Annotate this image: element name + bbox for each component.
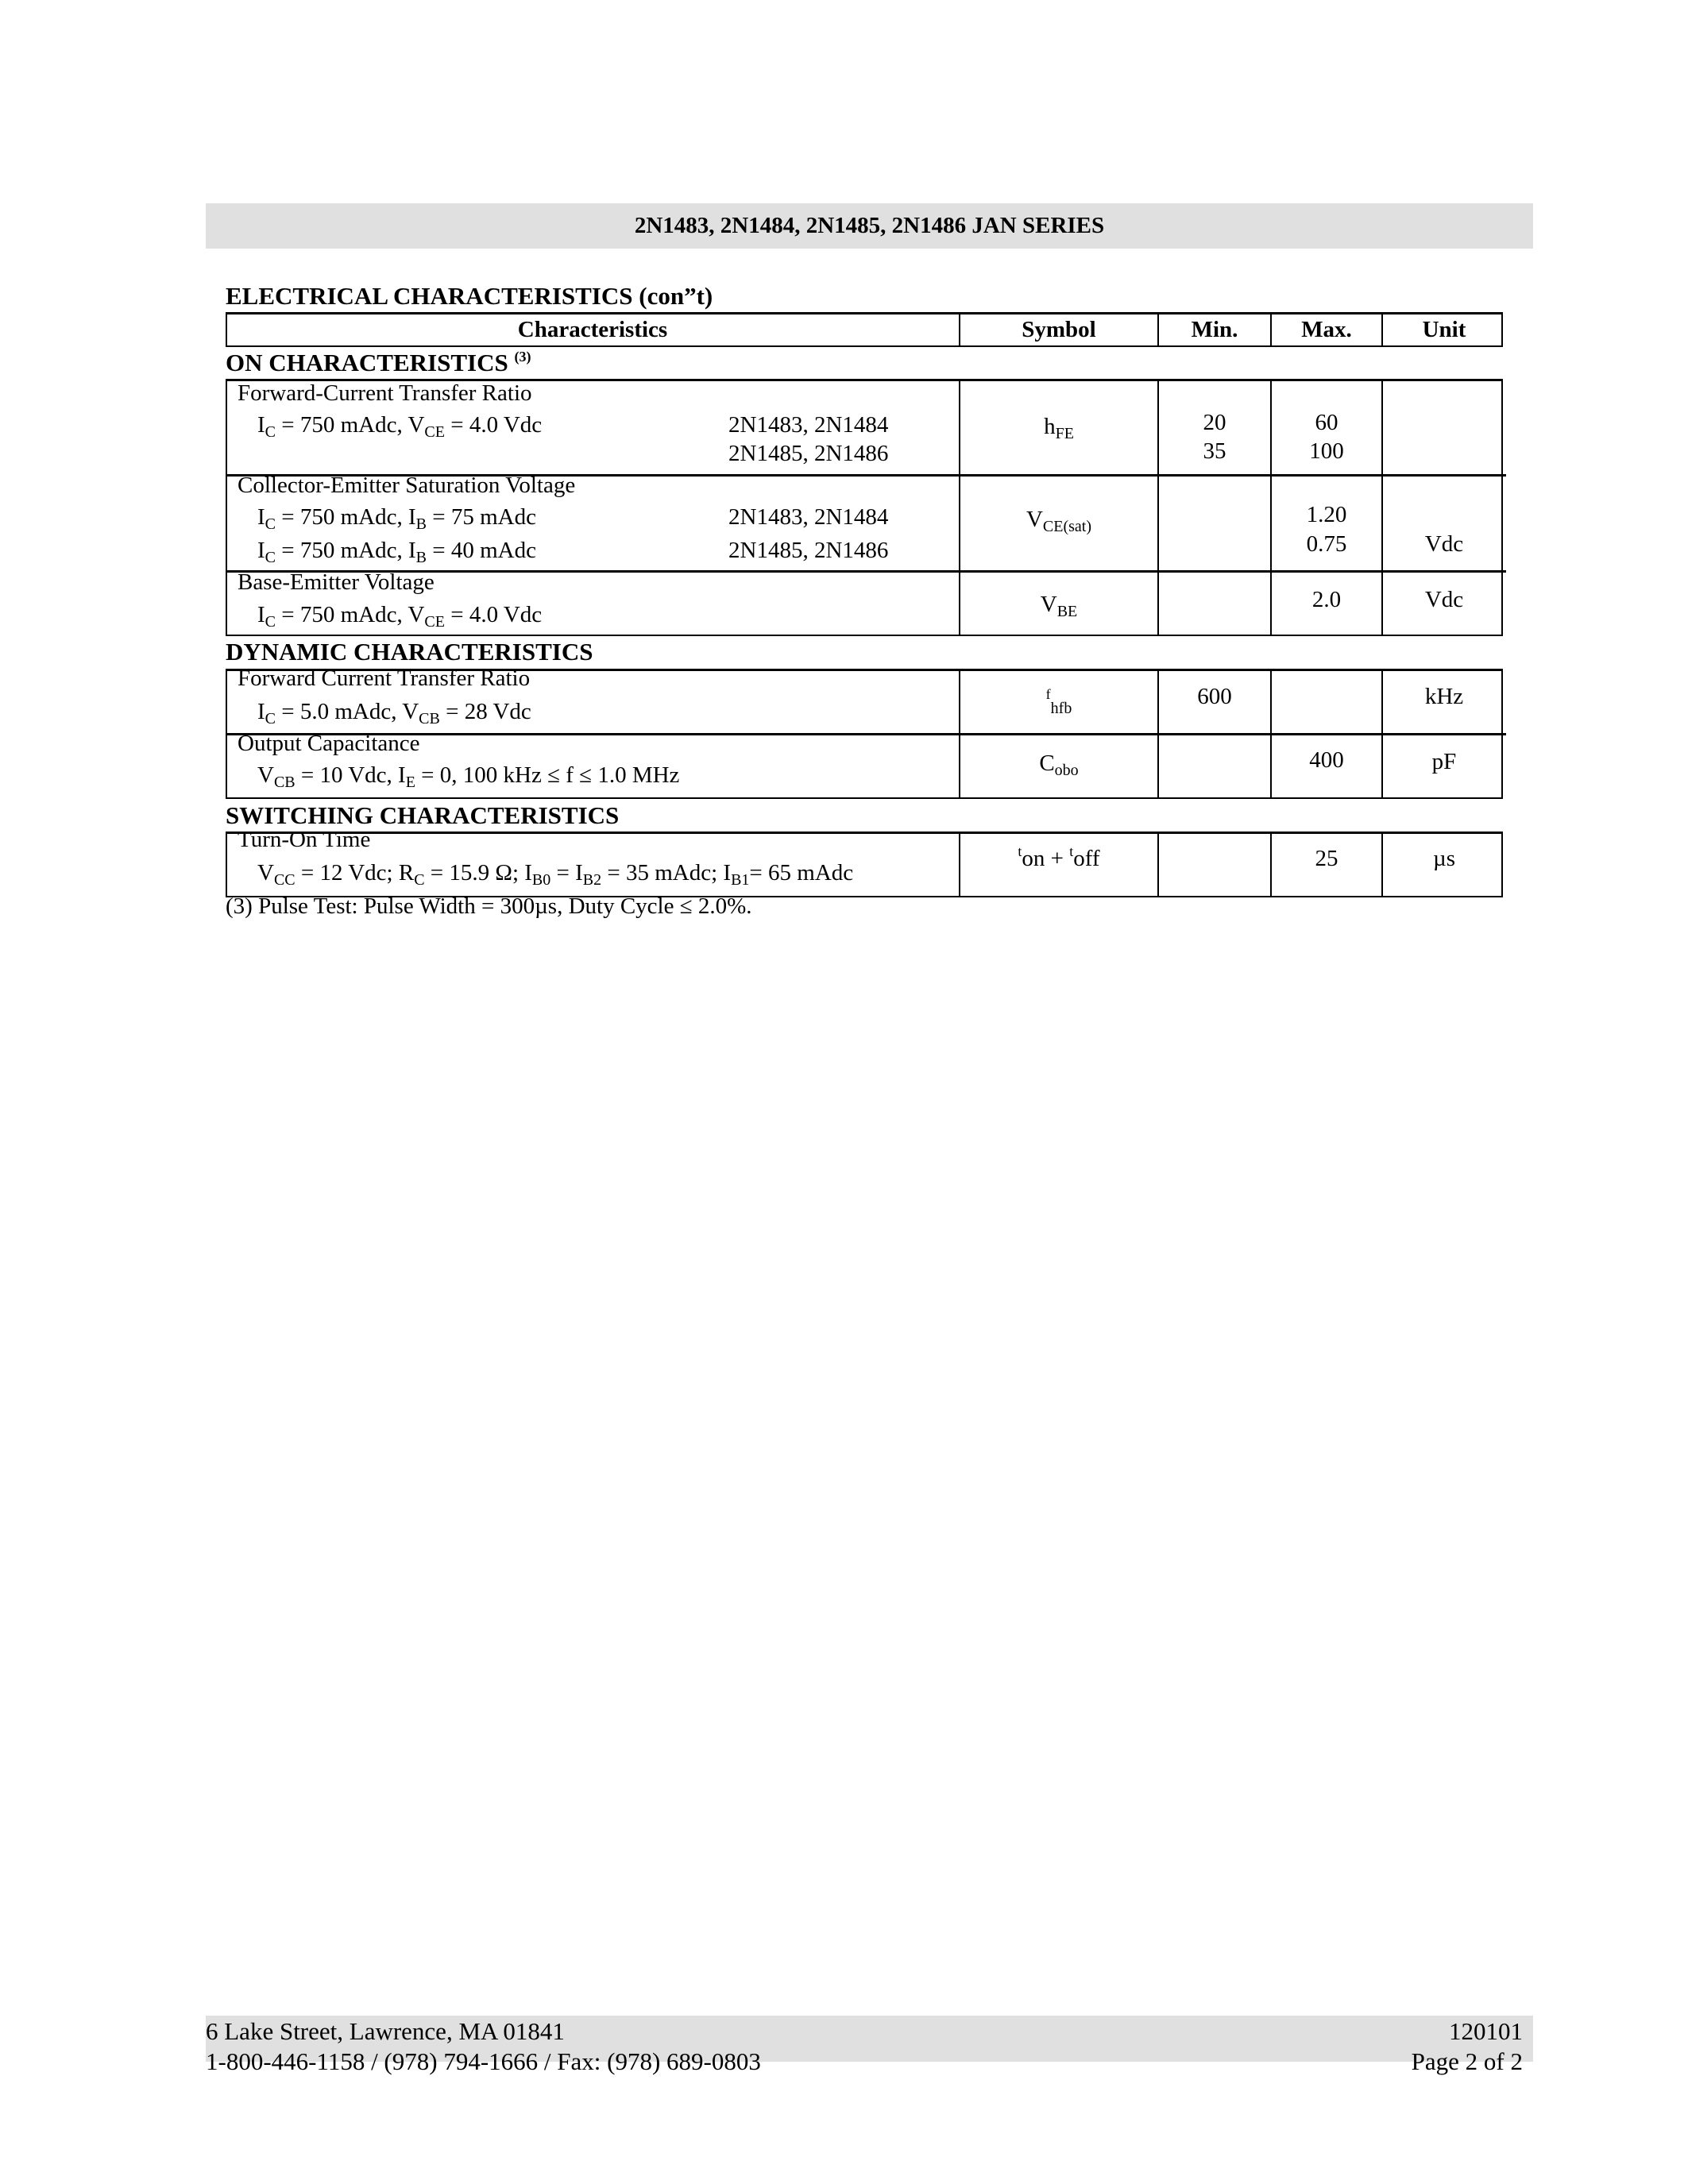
hfe-max-1: 60	[1315, 410, 1338, 435]
subscript: C	[265, 710, 276, 727]
dynamic-characteristics-heading: DYNAMIC CHARACTERISTICS	[226, 638, 593, 666]
subscript: CC	[273, 871, 295, 889]
subscript: B	[415, 515, 427, 533]
fhfb-symbol	[960, 688, 1158, 715]
switching-characteristics-heading: SWITCHING CHARACTERISTICS	[226, 801, 620, 829]
cobo-unit: pF	[1431, 749, 1457, 774]
text-run: V	[257, 860, 274, 886]
vbe-unit: Vdc	[1424, 587, 1464, 612]
subscript: C	[265, 423, 276, 441]
superscript: t	[1018, 843, 1022, 859]
vcesat-max-1: 1.20	[1306, 502, 1347, 527]
cobo-condition	[257, 762, 679, 789]
text-run: = 0, 100 kHz ≤ f ≤ 1.0 MHz	[415, 762, 680, 788]
text-run: = 65 mAdc	[749, 860, 854, 886]
text-run: I	[257, 412, 265, 438]
ton-unit: µs	[1433, 846, 1455, 871]
subscript: FE	[1055, 425, 1074, 442]
text-run: C	[1039, 751, 1055, 776]
column-header-max: Max.	[1301, 317, 1352, 342]
hfe-min-1: 20	[1203, 410, 1226, 435]
subscript: C	[265, 613, 276, 631]
fhfb-label: Forward Current Transfer Ratio	[238, 666, 531, 691]
text-run: ON CHARACTERISTICS	[226, 349, 515, 376]
hfe-condition	[257, 411, 543, 441]
vcesat-condition-1	[257, 504, 536, 531]
text-run: = 5.0 mAdc, V	[276, 699, 419, 724]
vcesat-device-1: 2N1483, 2N1484	[728, 504, 889, 530]
text-run: = I	[550, 860, 583, 886]
footnote: (3) Pulse Test: Pulse Width = 300µs, Duty Cycle ≤ 2.0%.	[226, 893, 752, 919]
text-run: = 35 mAdc; I	[601, 860, 732, 886]
text-run: V	[1026, 507, 1043, 532]
subscript: BE	[1056, 603, 1078, 620]
text-run: = 28 Vdc	[439, 699, 531, 724]
cobo-label: Output Capacitance	[238, 731, 420, 756]
subscript: B0	[531, 871, 551, 889]
column-header-unit: Unit	[1422, 317, 1466, 342]
subscript: obo	[1054, 762, 1079, 779]
subscript: CB	[273, 774, 295, 791]
hfe-device-1: 2N1483, 2N1484	[728, 412, 889, 438]
text-run: V	[257, 762, 274, 788]
text-run: = 10 Vdc, I	[295, 762, 406, 788]
vbe-max: 2.0	[1311, 587, 1342, 612]
ton-condition	[257, 859, 854, 889]
fhfb-unit: kHz	[1424, 684, 1464, 709]
text-run: = 750 mAdc, V	[276, 412, 425, 438]
fhfb-condition	[257, 698, 531, 725]
subscript: CE(sat)	[1042, 518, 1092, 535]
cobo-max: 400	[1309, 747, 1344, 773]
text-run: I	[257, 538, 265, 563]
subscript: B2	[582, 871, 602, 889]
column-header-symbol: Symbol	[1022, 317, 1096, 342]
text-run: off	[1073, 846, 1100, 871]
text-run: = 40 mAdc	[427, 538, 536, 563]
text-run: I	[257, 699, 265, 724]
document-title: 2N1483, 2N1484, 2N1485, 2N1486 JAN SERIES	[634, 213, 1105, 238]
section-title: ELECTRICAL CHARACTERISTICS (con”t)	[226, 282, 713, 310]
text-run: = 4.0 Vdc	[444, 412, 543, 438]
vbe-condition	[257, 601, 543, 631]
hfe-max-2: 100	[1309, 438, 1344, 464]
subscript: hfb	[1050, 700, 1072, 717]
text-run: = 750 mAdc, I	[276, 504, 416, 530]
footer-address: 6 Lake Street, Lawrence, MA 01841	[206, 2017, 565, 2045]
vcesat-unit: Vdc	[1424, 531, 1464, 557]
subscript: B1	[731, 871, 750, 889]
hfe-min-2: 35	[1203, 438, 1226, 464]
superscript: t	[1069, 843, 1074, 859]
vbe-label: Base-Emitter Voltage	[238, 569, 435, 595]
ton-max: 25	[1315, 846, 1338, 871]
vcesat-max-2: 0.75	[1306, 531, 1347, 557]
superscript: (3)	[514, 349, 531, 365]
vcesat-condition-2	[257, 537, 536, 564]
text-run: h	[1044, 414, 1056, 439]
ton-symbol	[960, 845, 1158, 872]
text-run: = 750 mAdc, I	[276, 538, 416, 563]
subscript: CE	[424, 613, 445, 631]
vcesat-label: Collector-Emitter Saturation Voltage	[238, 473, 576, 498]
text-run: = 12 Vdc; R	[295, 860, 415, 886]
subscript: CE	[424, 423, 445, 441]
text-run: I	[257, 602, 265, 627]
text-run: I	[257, 504, 265, 530]
subscript: C	[265, 515, 276, 533]
subscript: E	[405, 774, 415, 791]
vbe-symbol	[960, 591, 1158, 618]
text-run: V	[1040, 592, 1057, 617]
vcesat-symbol	[960, 506, 1158, 533]
subscript: B	[415, 549, 427, 566]
text-run: on +	[1022, 846, 1070, 871]
text-run: = 750 mAdc, V	[276, 602, 425, 627]
on-characteristics-heading	[226, 349, 531, 376]
footer-page-number: Page 2 of 2	[1411, 2047, 1523, 2075]
hfe-device-2: 2N1485, 2N1486	[728, 441, 889, 466]
fhfb-min: 600	[1197, 684, 1232, 709]
column-header-characteristics: Characteristics	[517, 317, 668, 342]
subscript: CB	[419, 710, 440, 727]
text-run: = 15.9 Ω; I	[424, 860, 532, 886]
superscript: f	[1045, 686, 1051, 702]
subscript: C	[414, 871, 425, 889]
text-run: = 75 mAdc	[427, 504, 536, 530]
vcesat-device-2: 2N1485, 2N1486	[728, 538, 889, 563]
subscript: C	[265, 549, 276, 566]
column-header-min: Min.	[1191, 317, 1238, 342]
hfe-label: Forward-Current Transfer Ratio	[238, 380, 532, 406]
cobo-symbol	[960, 750, 1158, 777]
text-run: = 4.0 Vdc	[444, 602, 543, 627]
ton-label: Turn-On Time	[238, 827, 371, 852]
hfe-symbol	[960, 413, 1158, 440]
footer-phone: 1-800-446-1158 / (978) 794-1666 / Fax: (978) 689-0803	[206, 2047, 761, 2075]
footer-document-code: 120101	[1449, 2017, 1523, 2045]
